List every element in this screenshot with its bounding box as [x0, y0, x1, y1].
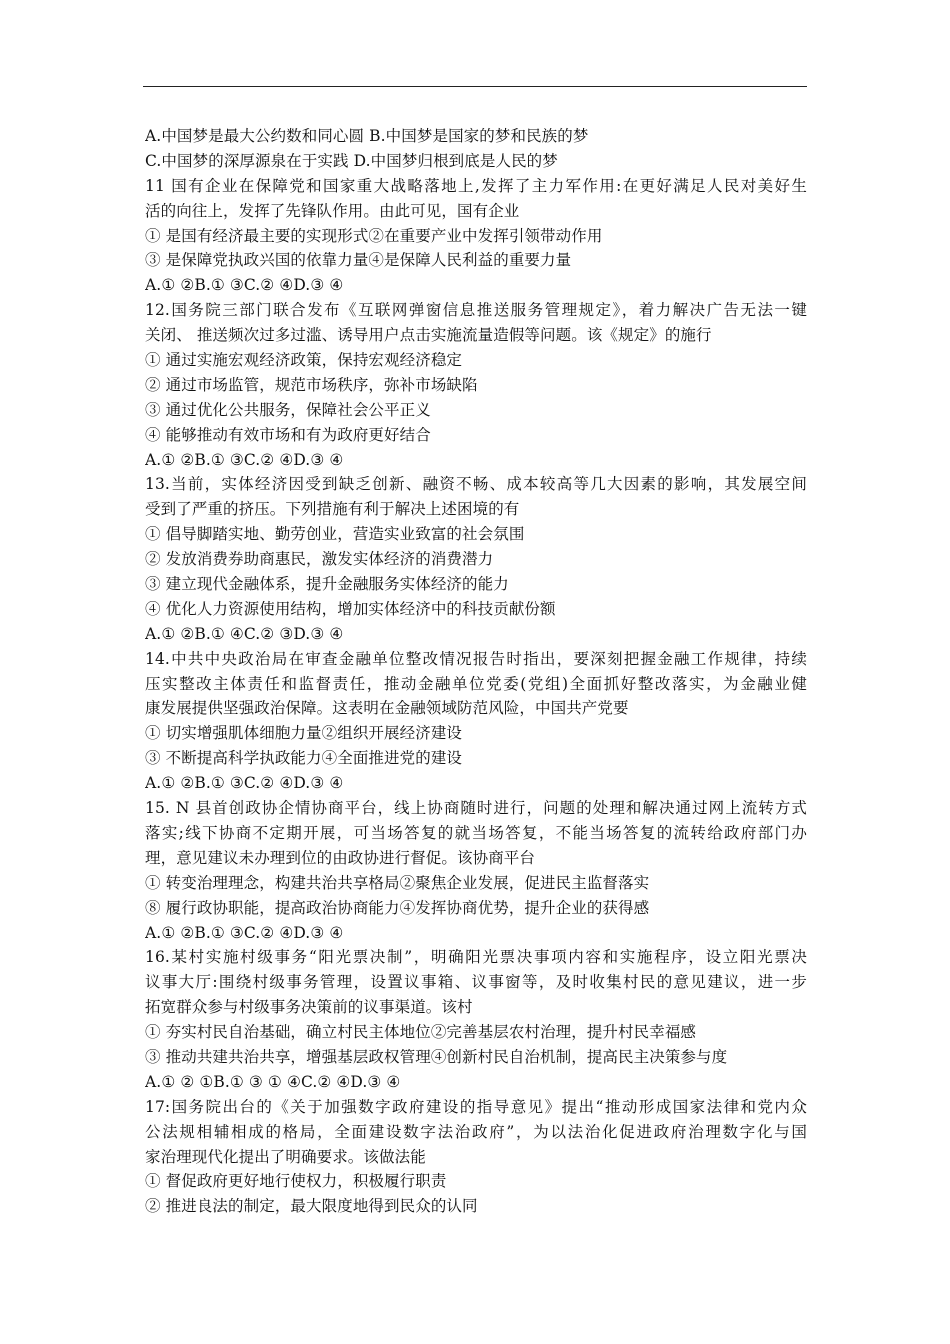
question-17-stem-3: 家治理现代化提出了明确要求。该做法能	[145, 1147, 426, 1166]
question-14-option-1: ① 切实增强肌体细胞力量②组织开展经济建设	[145, 724, 463, 743]
question-15-stem-2: 落实;线下协商不定期开展，可当场答复的就当场答复，不能当场答复的流转给政府部门办	[145, 823, 807, 842]
question-11-answers: A.① ②B.① ③C.② ④D.③ ④	[145, 276, 344, 295]
question-17-stem-2: 公法规相辅相成的格局，全面建设数字法治政府”，为以法治化促进政府治理数字化与国	[145, 1122, 807, 1141]
question-16-stem-3: 拓宽群众参与村级事务决策前的议事渠道。该村	[145, 998, 473, 1017]
question-17-option-1: ① 督促政府更好地行使权力，积极履行职责	[145, 1172, 447, 1191]
question-12-stem-1: 12.国务院三部门联合发布《互联网弹窗信息推送服务管理规定》，着力解决广告无法一键	[145, 301, 807, 320]
question-12-answers: A.① ②B.① ③C.② ④D.③ ④	[145, 450, 344, 469]
question-17-stem-1: 17:国务院出台的《关于加强数字政府建设的指导意见》提出“推动形成国家法律和党内众	[145, 1097, 807, 1116]
question-12-option-3: ③ 通过优化公共服务，保障社会公平正义	[145, 400, 431, 419]
question-12-option-4: ④ 能够推动有效市场和有为政府更好结合	[145, 425, 431, 444]
question-11-option-1: ① 是国有经济最主要的实现形式②在重要产业中发挥引领带动作用	[145, 226, 603, 245]
question-16-option-1: ① 夯实村民自治基础，确立村民主体地位②完善基层农村治理，提升村民幸福感	[145, 1023, 697, 1042]
question-15-answers: A.① ②B.① ③C.② ④D.③ ④	[145, 923, 344, 942]
text-line-1: A.中国梦是最大公约数和同心圆 B.中国梦是国家的梦和民族的梦	[145, 127, 589, 145]
question-13-option-4: ④ 优化人力资源使用结构，增加实体经济中的科技贡献份额	[145, 599, 556, 618]
question-13-option-3: ③ 建立现代金融体系，提升金融服务实体经济的能力	[145, 575, 509, 594]
question-11-stem-2: 活的向往上，发挥了先锋队作用。由此可见，国有企业	[145, 201, 520, 220]
question-13-option-1: ① 倡导脚踏实地、勤劳创业，营造实业致富的社会氛围	[145, 525, 525, 544]
question-14-stem-2: 压实整改主体责任和监督责任，推动金融单位党委(党组)全面抓好整改落实，为金融业健	[145, 674, 807, 693]
question-12-option-2: ② 通过市场监管，规范市场秩序，弥补市场缺陷	[145, 375, 478, 394]
question-12-stem-2: 关闭、 推送频次过多过滥、诱导用户点击实施流量造假等问题。该《规定》的施行	[145, 326, 712, 345]
question-17-option-2: ② 推进良法的制定，最大限度地得到民众的认同	[145, 1197, 478, 1216]
question-14-option-2: ③ 不断提高科学执政能力④全面推进党的建设	[145, 749, 463, 768]
question-13-answers: A.① ②B.① ④C.② ③D.③ ④	[145, 624, 344, 643]
question-12-option-1: ① 通过实施宏观经济政策，保持宏观经济稳定	[145, 351, 463, 370]
question-16-option-2: ③ 推动共建共治共享，增强基层政权管理④创新村民自治机制，提高民主决策参与度	[145, 1047, 728, 1066]
question-15-option-1: ① 转变治理理念，构建共治共享格局②聚焦企业发展，促进民主监督落实	[145, 873, 650, 892]
question-13-stem-2: 受到了严重的挤压。下列措施有利于解决上述困境的有	[145, 500, 520, 519]
question-15-stem-3: 理，意见建议未办理到位的由政协进行督促。该协商平台	[145, 848, 536, 867]
question-16-answers: A.① ② ①B.① ③ ① ④C.② ④D.③ ④	[145, 1072, 401, 1091]
question-11-stem-1: 11 国有企业在保障党和国家重大战略落地上,发挥了主力军作用:在更好满足人民对美好生	[145, 176, 807, 195]
question-15-option-2: ⑧ 履行政协职能，提高政治协商能力④发挥协商优势，提升企业的获得感	[145, 898, 650, 917]
question-16-stem-1: 16.某村实施村级事务“阳光票决制”，明确阳光票决事项内容和实施程序，设立阳光票决	[145, 948, 807, 967]
question-14-answers: A.① ②B.① ③C.② ④D.③ ④	[145, 774, 344, 793]
header-rule	[143, 86, 807, 87]
text-line-2: C.中国梦的深厚源泉在于实践 D.中国梦归根到底是人民的梦	[145, 151, 558, 170]
document-body	[145, 124, 807, 1219]
question-11-option-2: ③ 是保障党执政兴国的依靠力量④是保障人民利益的重要力量	[145, 251, 572, 270]
question-16-stem-2: 议事大厅:围绕村级事务管理，设置议事箱、议事窗等，及时收集村民的意见建议，进一步	[145, 973, 807, 992]
question-14-stem-1: 14.中共中央政治局在审查金融单位整改情况报告时指出，要深刻把握金融工作规律，持续	[145, 649, 807, 668]
question-15-stem-1: 15. N 县首创政协企情协商平台，线上协商随时进行，问题的处理和解决通过网上流转方式	[145, 799, 807, 818]
question-13-stem-1: 13.当前，实体经济因受到缺乏创新、融资不畅、成本较高等几大因素的影响，其发展空间	[145, 475, 807, 494]
question-13-option-2: ② 发放消费券助商惠民，激发实体经济的消费潜力	[145, 550, 494, 569]
question-14-stem-3: 康发展提供坚强政治保障。这表明在金融领域防范风险，中国共产党要	[145, 699, 629, 718]
